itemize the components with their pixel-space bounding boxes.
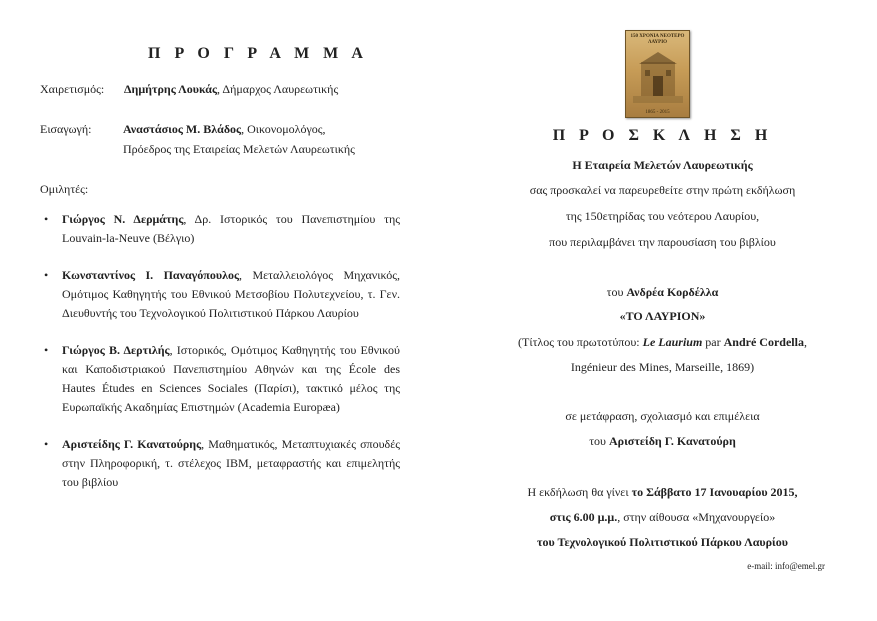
bullet-icon: • [44,268,49,282]
intro-label: Εισαγωγή: [40,122,92,136]
event-prefix: Η εκδήλωση θα γίνει [527,485,632,499]
speaker-desc: , Δρ. Ιστορικός του Πανεπιστημίου της Louvain-la-Neuve (Βέλγιο) [62,212,400,245]
speaker-desc: , Μαθηματικός, Μεταπτυχιακές σπουδές στην Πληροφορική, τ. στέλεχος IBM, μεταφραστής και επιμελητής του βιβλίου [62,437,400,489]
society-name: Η Εταιρεία Μελετών Λαυρεωτικής [572,158,753,172]
author-prefix: του [606,285,627,299]
speaker-name: Αριστείδης Γ. Κανατούρης [62,437,202,451]
building-icon [633,48,683,103]
greeting-name: Δημήτρης Λουκάς [124,82,218,96]
orig-prefix: (Τίτλος του πρωτοτύπου: [518,335,643,349]
event-line-2 [490,508,835,527]
orig-author: André Cordella [723,335,804,349]
event-place: , στην αίθουσα «Μηχανουργείο» [617,510,776,524]
orig-par: par [702,335,724,349]
event-time: στις 6.00 μ.μ. [549,510,618,524]
book-title: «ΤΟ ΛΑΥΡΙΟΝ» [619,309,706,323]
speaker-desc: , Μεταλλειολόγος Μηχανικός, Ομότιμος Καθηγητής του Εθνικού Μετσοβίου Πολυτεχνείου, τ. Γεν. Διευθυντής του Τεχνολογικού Πολιτιστικού Πάρκου Λαυρίου [62,268,400,320]
intro-role-2: Πρόεδρος της Εταιρείας Μελετών Λαυρεωτικής [123,142,355,156]
speaker-name: Κωνσταντίνος Ι. Παναγόπουλος [62,268,240,282]
event-date: το Σάββατο 17 Ιανουαρίου 2015, [631,485,798,499]
translator-line [490,432,835,451]
invite-line-2: της 150ετηρίδας του νεότερου Λαυρίου, [565,209,760,223]
speakers-label: Ομιλητές: [40,182,89,196]
original-title-line-2: Ingénieur des Mines, Marseille, 1869) [570,360,755,374]
intro-row [40,120,326,139]
cover-title: 150 ΧΡΟΝΙΑ ΝΕΟΤΕΡΟ ΛΑΥΡΙΟ [630,34,685,45]
bullet-icon: • [44,212,49,226]
translation-line: σε μετάφραση, σχολιασμό και επιμέλεια [565,409,760,423]
list-item [40,266,400,323]
email-line: e-mail: info@emel.gr [747,561,825,571]
list-item [40,435,400,492]
bullet-icon: • [44,437,49,451]
speakers-list [40,210,400,510]
event-park: του Τεχνολογικού Πολιτιστικού Πάρκου Λαυρίου [536,535,789,549]
greeting-role: , Δήμαρχος Λαυρεωτικής [217,82,339,96]
invite-line-1: σας προσκαλεί να παρευρεθείτε στην πρώτη εκδήλωση [529,183,796,197]
list-item [40,210,400,248]
speaker-name: Γιώργος Ν. Δερμάτης [62,212,184,226]
speaker-name: Γιώργος Β. Δερτιλής [62,343,170,357]
intro-name: Αναστάσιος Μ. Βλάδος [123,122,242,136]
translator-prefix: του [589,434,609,448]
orig-end: , [803,335,807,349]
author-line [490,283,835,302]
greeting-label: Χαιρετισμός: [40,82,105,96]
bullet-icon: • [44,343,49,357]
intro-role: , Οικονομολόγος, [241,122,326,136]
author-name: Ανδρέα Κορδέλλα [626,285,719,299]
cover-years: 1865 - 2015 [645,110,670,115]
program-title: Π Ρ Ο Γ Ρ Α Μ Μ Α [148,45,368,62]
original-title-line [490,333,835,352]
orig-title: Le Laurium [642,335,703,349]
book-cover [625,30,690,118]
translator-name: Αριστείδη Γ. Κανατούρη [608,434,736,448]
list-item [40,341,400,417]
invite-line-3: που περιλαμβάνει την παρουσίαση του βιβλίου [549,235,776,249]
speaker-desc: , Ιστορικός, Ομότιμος Καθηγητής του Εθνικού και Καποδιστριακού Πανεπιστημίου Αθηνών και της École des Hautes Études en Sciences Sociales (Παρίσι), τακτικό μέλος της Ευρωπαϊκής Ακαδημίας Επιστημών (Academia Europæa) [62,343,400,414]
invitation-title: Π Ρ Ο Σ Κ Λ Η Σ Η [552,127,773,144]
greeting-row [40,80,338,99]
event-line-1 [490,483,835,502]
